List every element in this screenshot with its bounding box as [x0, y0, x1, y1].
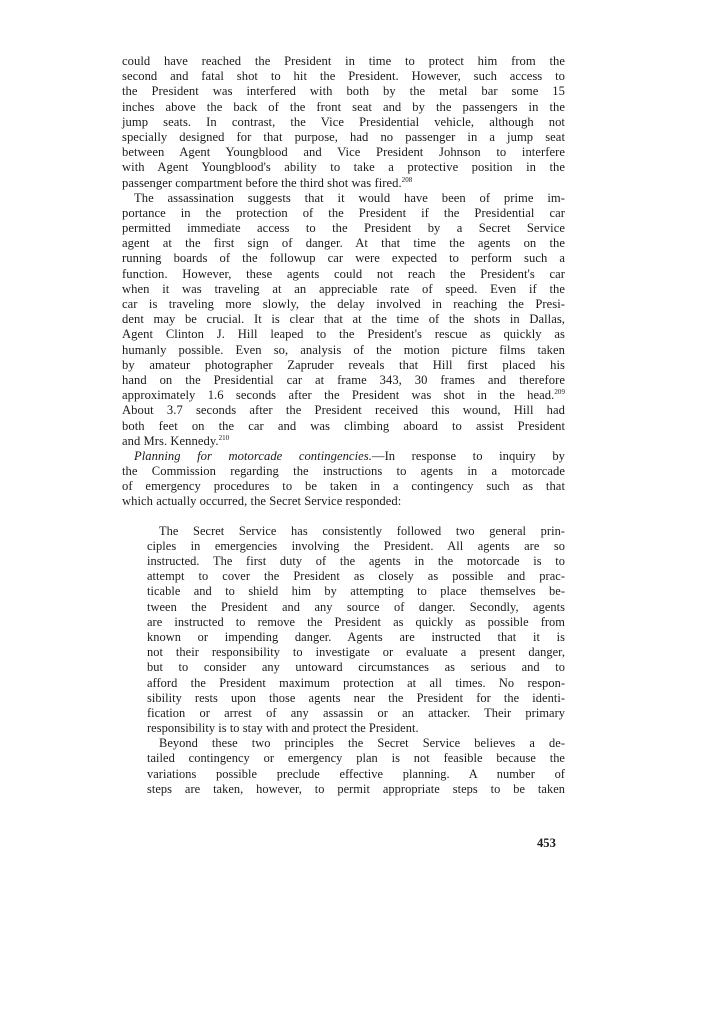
- section-heading: Planning for motorcade contingencies.: [134, 448, 372, 463]
- text-line: humanly possible. Even so, analysis of the motion picture films taken: [122, 342, 565, 357]
- footnote-ref: 209: [554, 388, 565, 397]
- text-line: instructed. The first duty of the agents in the motorcade is to: [147, 554, 565, 568]
- text-line: could have reached the President in time to protect him from the: [122, 54, 565, 68]
- text-line: hand on the Presidential car at frame 343, 30 frames and therefore: [122, 372, 565, 387]
- text-line: fication or arrest of any assassin or an attacker. Their primary: [147, 705, 565, 720]
- text-line: between Agent Youngblood and Vice President Johnson to interfere: [122, 145, 565, 160]
- text-line: permitted immediate access to the President by a Secret Service: [122, 221, 565, 236]
- text-line: The assassination suggests that it would have been of prime im-: [134, 190, 565, 205]
- quote-paragraph-principles: [147, 524, 565, 737]
- text-line: car is traveling more slowly, the delay involved in reaching the Presi-: [122, 297, 565, 311]
- text-segment: and Mrs. Kennedy.: [122, 433, 219, 448]
- text-line: ciples in emergencies involving the President. All agents are so: [147, 538, 565, 553]
- text-line: sibility rests upon those agents near the President for the identi-: [147, 690, 565, 705]
- text-segment: —In response to inquiry by: [371, 448, 566, 463]
- text-line: tailed contingency or emergency plan is not feasible because the: [147, 751, 565, 766]
- paragraph-access-to-president: [122, 54, 565, 191]
- text-line: not their responsibility to investigate or evaluate a present danger,: [147, 645, 565, 660]
- text-line: Agent Clinton J. Hill leaped to the President's rescue as quickly as: [122, 327, 565, 342]
- text-line: variations possible preclude effective planning. A number of: [147, 766, 565, 781]
- text-line: which actually occurred, the Secret Service responded:: [122, 494, 402, 509]
- text-line: of emergency procedures to be taken in a contingency such as that: [122, 479, 565, 494]
- text-line: ticable and to shield him by attempting to place themselves be-: [147, 584, 565, 599]
- text-segment: approximately 1.6 seconds after the President was shot in the head.: [122, 388, 555, 403]
- text-line: portance in the protection of the President if the Presidential car: [122, 205, 565, 220]
- page-number: 453: [537, 836, 556, 850]
- text-line: by amateur photographer Zapruder reveals that Hill first placed his: [122, 357, 565, 372]
- text-line: dent may be crucial. It is clear that at the time of the shots in Dallas,: [122, 312, 565, 327]
- text-line: [122, 176, 565, 191]
- text-line: agent at the first sign of danger. At that time the agents on the: [122, 236, 565, 251]
- text-line: the Commission regarding the instructions to agents in a motorcade: [122, 464, 565, 479]
- text-line: About 3.7 seconds after the President received this wound, Hill had: [122, 403, 565, 418]
- text-line: with Agent Youngblood's ability to take a protective position in the: [122, 160, 565, 175]
- text-line: specially designed for that purpose, had no passenger in a jump seat: [122, 129, 565, 144]
- text-line: responsibility is to stay with and protect the President.: [147, 721, 419, 736]
- text-line: both feet on the car and was climbing aboard to assist President: [122, 418, 565, 433]
- text-line: inches above the back of the front seat and by the passengers in the: [122, 99, 565, 114]
- text-line: second and fatal shot to hit the President. However, such access to: [122, 69, 565, 84]
- text-line: running boards of the followup car were expected to perform such a: [122, 251, 565, 266]
- text-line: tween the President and any source of danger. Secondly, agents: [147, 599, 565, 614]
- text-line: [122, 388, 565, 403]
- text-line: steps are taken, however, to permit appropriate steps to be taken: [147, 781, 565, 796]
- document-page: [122, 54, 565, 797]
- text-line: [122, 449, 565, 464]
- text-line: are instructed to remove the President as quickly as possible from: [147, 614, 565, 629]
- block-quote: [147, 524, 565, 797]
- text-line: the President was interfered with both by the metal bar some 15: [122, 84, 565, 99]
- footnote-ref: 210: [218, 433, 230, 442]
- text-line: The Secret Service has consistently followed two general prin-: [159, 523, 565, 538]
- text-line: [122, 434, 565, 449]
- paragraph-assassination-suggests: [122, 191, 565, 449]
- text-line: but to consider any untoward circumstances as serious and to: [147, 660, 565, 675]
- paragraph-planning-motorcade: [122, 449, 565, 510]
- text-line: function. However, these agents could not reach the President's car: [122, 266, 565, 281]
- text-line: jump seats. In contrast, the Vice Presidential vehicle, although not: [122, 114, 565, 129]
- quote-paragraph-beyond: [147, 736, 565, 797]
- footnote-ref: 208: [401, 175, 413, 184]
- text-line: when it was traveling at an appreciable rate of speed. Even if the: [122, 281, 565, 296]
- text-line: Beyond these two principles the Secret Service believes a de-: [159, 736, 565, 751]
- text-segment: passenger compartment before the third shot was fired.: [122, 175, 402, 190]
- text-line: attempt to cover the President as closely as possible and prac-: [147, 569, 565, 584]
- text-line: known or impending danger. Agents are instructed that it is: [147, 629, 565, 644]
- text-line: afford the President maximum protection at all times. No respon-: [147, 675, 565, 690]
- spacer: [122, 510, 565, 524]
